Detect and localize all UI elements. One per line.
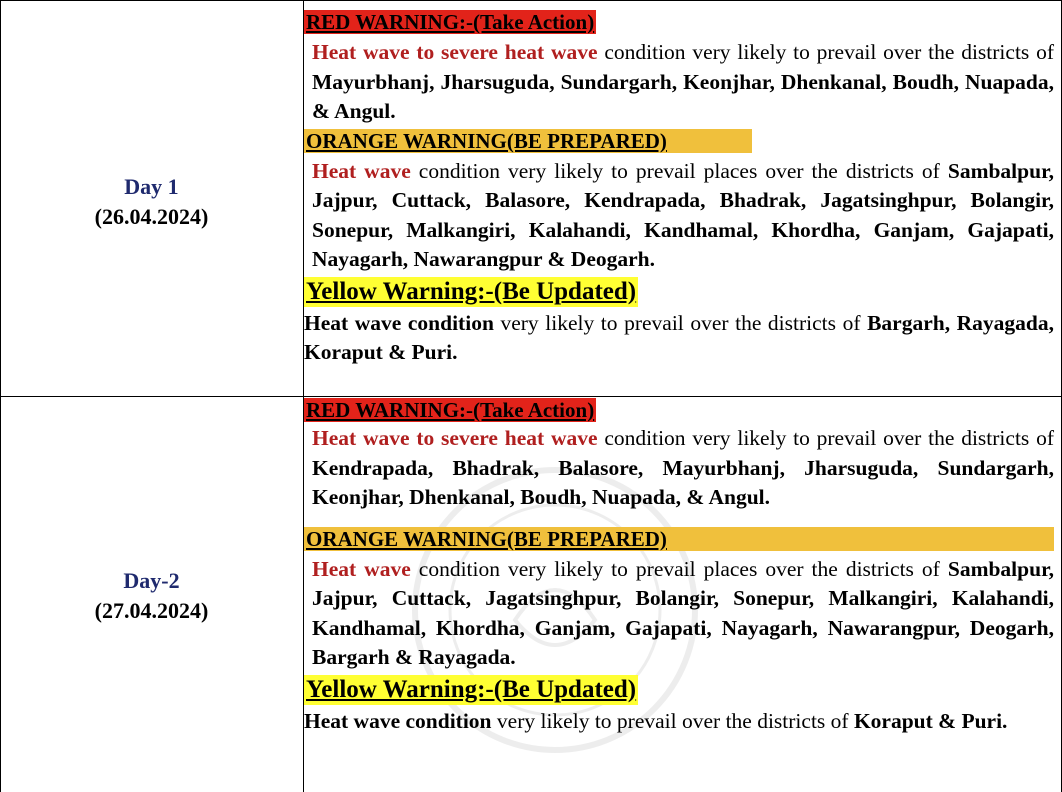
red-warning-text: Heat wave to severe heat wave condition very likely to prevail over the districts of Kendrapada, Bhadrak, Balasore, Mayurbhanj, Jharsuguda, Sundargarh, Keonjhar, Dhenkanal, Boudh, Nuapada, & Angul. (312, 426, 1054, 509)
orange-warning-text: Heat wave condition very likely to prevail places over the districts of Sambalpur, Jajpur, Cuttack, Balasore, Kendrapada, Bhadrak, Jagatsinghpur, Bolangir, Sonepur, Malkangiri, Kalahandi, Kandhamal, Khordha, Ganjam, Gajapati, Nayagarh, Nawarangpur & Deogarh. (312, 158, 1055, 271)
yellow-warning-text: Heat wave condition very likely to prevail over the districts of Koraput & Puri. (304, 708, 1008, 733)
table-border-top (0, 0, 1062, 1)
yellow-warning-header: Yellow Warning:-(Be Updated) (306, 675, 637, 703)
orange-warning-header: ORANGE WARNING(BE PREPARED) (304, 129, 752, 153)
day-label: Day 1 (124, 174, 179, 199)
yellow-warning-districts: Koraput & Puri. (853, 708, 1008, 733)
yellow-warning-districts: Bargarh, Rayagada, Koraput & Puri. (304, 310, 1055, 364)
red-warning-highlight: Heat wave to severe heat wave (312, 40, 598, 64)
red-warning-text: Heat wave to severe heat wave condition very likely to prevail over the districts of Mayurbhanj, Jharsuguda, Sundargarh, Keonjhar, Dhenkanal, Boudh, Nuapada, & Angul. (312, 40, 1054, 123)
yellow-warning-lead: Heat wave condition (304, 708, 492, 733)
warnings-cell (304, 398, 1054, 736)
day-date: (27.04.2024) (94, 598, 209, 623)
orange-warning-header: ORANGE WARNING(BE PREPARED) (304, 527, 1054, 551)
orange-warning-text: Heat wave condition very likely to prevail places over the districts of Sambalpur, Jajpur, Cuttack, Jagatsinghpur, Bolangir, Sonepur, Malkangiri, Kalahandi, Kandhamal, Khordha, Ganjam, Gajapati, Nayagarh, Nawarangpur, Deogarh, Bargarh & Rayagada. (312, 556, 1055, 669)
yellow-warning-lead: Heat wave condition (304, 310, 494, 335)
day-label: Day-2 (123, 568, 180, 593)
table-row-divider (0, 396, 1062, 397)
red-warning-districts: Mayurbhanj, Jharsuguda, Sundargarh, Keonjhar, Dhenkanal, Boudh, Nuapada, & Angul. (312, 69, 1054, 123)
orange-warning-highlight: Heat wave (312, 158, 411, 183)
red-warning-highlight: Heat wave to severe heat wave (312, 426, 598, 450)
yellow-warning-text: Heat wave condition very likely to prevail over the districts of Bargarh, Rayagada, Koraput & Puri. (304, 310, 1055, 364)
warnings-cell (304, 10, 1054, 368)
orange-warning-districts: Sambalpur, Jajpur, Cuttack, Balasore, Kendrapada, Bhadrak, Jagatsinghpur, Bolangir, Sonepur, Malkangiri, Kalahandi, Kandhamal, Khordha, Ganjam, Gajapati, Nayagarh, Nawarangpur & Deogarh. (312, 158, 1055, 271)
red-warning-header: RED WARNING:-(Take Action) (306, 398, 595, 422)
day-cell (0, 172, 303, 232)
orange-warning-highlight: Heat wave (312, 556, 411, 581)
day-date: (26.04.2024) (94, 204, 209, 229)
red-warning-header: RED WARNING:-(Take Action) (306, 10, 595, 34)
red-warning-districts: Kendrapada, Bhadrak, Balasore, Mayurbhanj, Jharsuguda, Sundargarh, Keonjhar, Dhenkanal, Boudh, Nuapada, & Angul. (312, 455, 1054, 509)
orange-warning-districts: Sambalpur, Jajpur, Cuttack, Jagatsinghpur, Bolangir, Sonepur, Malkangiri, Kalahandi, Kandhamal, Khordha, Ganjam, Gajapati, Nayagarh, Nawarangpur, Deogarh, Bargarh & Rayagada. (312, 556, 1055, 669)
day-cell (0, 566, 303, 626)
yellow-warning-header: Yellow Warning:-(Be Updated) (306, 277, 637, 305)
